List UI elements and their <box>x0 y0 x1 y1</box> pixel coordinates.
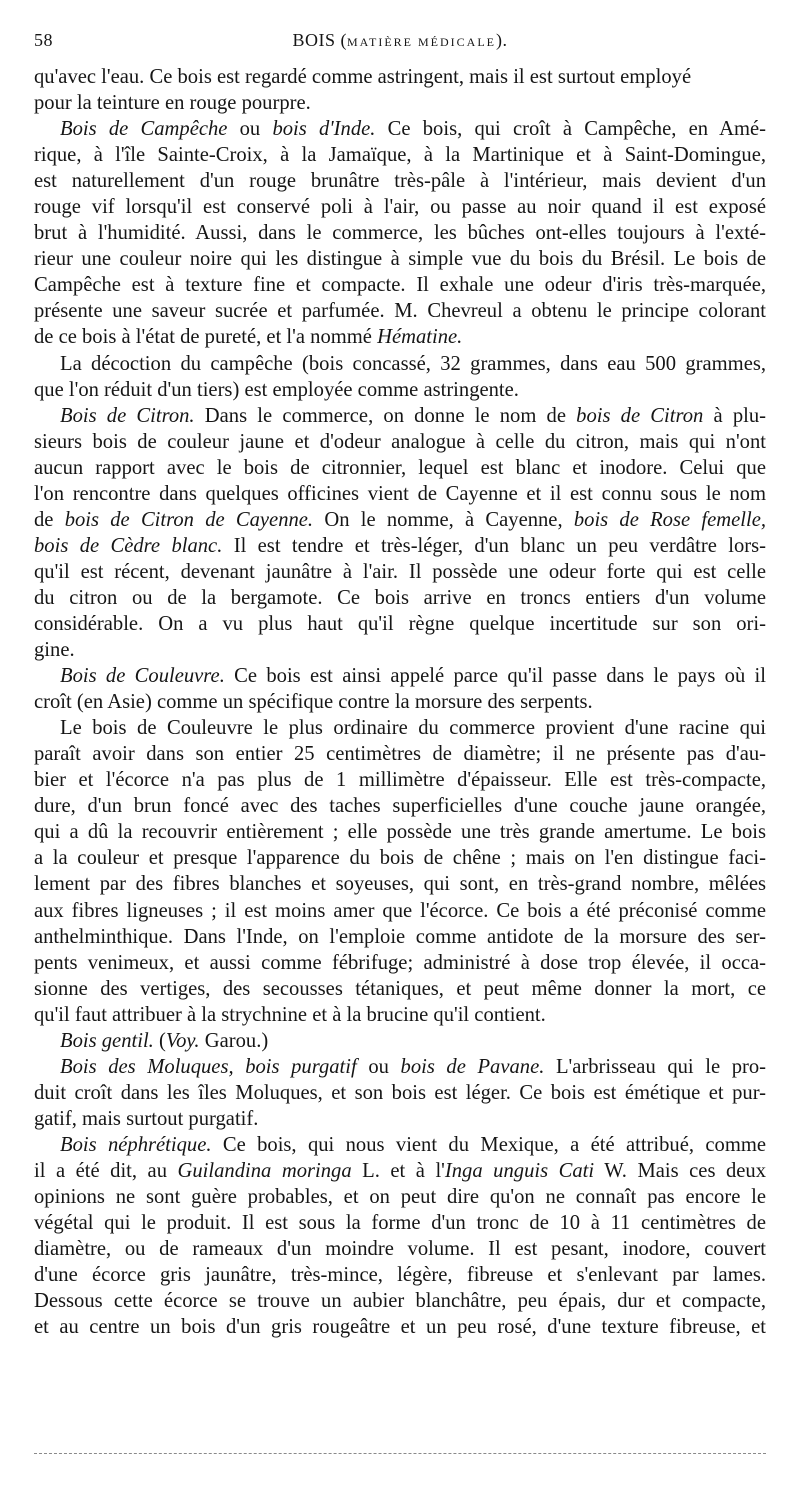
text-run: ou <box>227 118 273 141</box>
text-run: sionne des vertiges, des secousses tétaniques, et peut même donner la mort, ce <box>34 977 766 1000</box>
text-line <box>34 1288 766 1314</box>
page-number: 58 <box>34 30 53 50</box>
italic-text: Bois gentil. <box>60 1029 154 1052</box>
text-run: La décoction du campêche (bois concassé, 32 grammes, dans eau 500 grammes, <box>60 352 766 375</box>
text-run: que l'on réduit d'un tiers) est employée comme astringente. <box>34 378 519 401</box>
text-run: Ce bois, qui nous vient du Mexique, a été attribué, comme <box>211 1133 766 1156</box>
text-run: diamètre, ou de rameaux d'un moindre volume. Il est pesant, inodore, couvert <box>34 1238 766 1261</box>
page-header <box>34 30 766 56</box>
text-line <box>34 168 766 194</box>
text-run: duit croît dans les îles Moluques, et son bois est léger. Ce bois est émétique et pur- <box>34 1081 766 1104</box>
italic-text: Hématine. <box>377 326 463 349</box>
text-line <box>34 116 766 142</box>
text-run: végétal qui le produit. Il est sous la forme d'un tronc de 10 à 11 centimètres de <box>34 1212 766 1235</box>
text-line <box>34 1262 766 1288</box>
italic-text: Bois de Citron. <box>60 404 195 427</box>
text-line <box>34 220 766 246</box>
text-line <box>34 377 766 403</box>
text-line <box>34 1236 766 1262</box>
text-line <box>34 90 766 116</box>
text-line <box>34 403 766 429</box>
text-line <box>34 793 766 819</box>
text-run: pents venimeux, et aussi comme fébrifuge; administré à dose trop élevée, il occa- <box>34 951 766 974</box>
text-run: aux fibres ligneuses ; il est moins amer que l'écorce. Ce bois a été préconisé comme <box>34 899 766 922</box>
text-line <box>34 741 766 767</box>
text-line <box>34 64 766 90</box>
text-line <box>34 950 766 976</box>
text-line <box>34 324 766 350</box>
text-run: anthelminthique. Dans l'Inde, on l'emploie comme antidote de la morsure des ser- <box>34 925 766 948</box>
text-line <box>34 1054 766 1080</box>
text-run: bier et l'écorce n'a pas plus de 1 millimètre d'épaisseur. Elle est très-compacte, <box>34 769 766 792</box>
text-run: d'une écorce gris jaunâtre, très-mince, légère, fibreuse et s'enlevant par lames. <box>34 1264 766 1287</box>
text-run: W. Mais ces deux <box>594 1159 767 1182</box>
text-run: brut à l'humidité. Aussi, dans le commerce, les bûches ont-elles toujours à l'exté- <box>34 222 766 245</box>
text-run: lement par des fibres blanches et soyeuses, qui sont, en très-grand nombre, mêlées <box>34 873 766 896</box>
text-line <box>34 246 766 272</box>
text-line <box>34 1106 766 1132</box>
text-line <box>34 481 766 507</box>
text-run: qu'avec l'eau. Ce bois est regardé comme astringent, mais il est surtout employé <box>34 66 692 88</box>
text-run: opinions ne sont guère probables, et on peut dire qu'on ne connaît pas encore le <box>34 1186 766 1209</box>
text-line <box>34 767 766 793</box>
text-line <box>34 585 766 611</box>
italic-text: bois de Cèdre blanc. <box>34 534 223 557</box>
text-run: Le bois de Couleuvre le plus ordinaire du commerce provient d'une racine qui <box>60 717 766 740</box>
italic-text: Inga unguis Cati <box>444 1159 595 1182</box>
text-line <box>34 819 766 845</box>
text-line <box>34 1028 766 1054</box>
text-run: sieurs bois de couleur jaune et d'odeur analogue à celle du citron, mais qui n'ont <box>34 430 766 453</box>
text-run: Ce bois est ainsi appelé parce qu'il passe dans le pays où il <box>224 665 766 688</box>
text-line <box>34 1002 766 1028</box>
italic-text: bois d'Inde. <box>272 118 376 141</box>
text-line <box>34 1158 766 1184</box>
text-run: rieur une couleur noire qui les distingue à simple vue du bois du Brésil. Le bois de <box>34 248 766 271</box>
text-line <box>34 351 766 377</box>
text-run: pour la teinture en rouge pourpre. <box>34 92 311 115</box>
text-run: Dessous cette écorce se trouve un aubier blanchâtre, peu épais, dur et compacte, <box>34 1290 766 1313</box>
text-line <box>34 871 766 897</box>
footer-rule <box>34 1453 766 1454</box>
text-line <box>34 507 766 533</box>
text-run: il a été dit, au <box>34 1159 178 1182</box>
text-run: dure, d'un brun foncé avec des taches superficielles d'une couche jaune orangée, <box>34 795 766 818</box>
italic-text: Bois des Moluques, bois purgatif <box>60 1055 357 1078</box>
text-line <box>34 689 766 715</box>
text-run: l'on rencontre dans quelques officines vient de Cayenne et il est connu sous le nom <box>34 482 766 505</box>
text-line <box>34 1184 766 1210</box>
text-line <box>34 1080 766 1106</box>
text-line <box>34 663 766 689</box>
text-line <box>34 715 766 741</box>
text-run: aucun rapport avec le bois de citronnier, lequel est blanc et inodore. Celui que <box>34 456 766 479</box>
text-run: Il est tendre et très-léger, d'un blanc un peu verdâtre lors- <box>222 534 766 557</box>
text-run: et au centre un bois d'un gris rougeâtre et un peu rosé, d'une texture fibreuse, et <box>34 1316 766 1339</box>
text-run: considérable. On a vu plus haut qu'il règne quelque incertitude sur son ori- <box>34 612 766 635</box>
text-line <box>34 298 766 324</box>
text-run: paraît avoir dans son entier 25 centimètres de diamètre; il ne présente pas d'au- <box>34 743 766 766</box>
text-run: qu'il faut attribuer à la strychnine et à la brucine qu'il contient. <box>34 1003 546 1026</box>
text-run: du citron ou de la bergamote. Ce bois arrive en troncs entiers d'un volume <box>34 586 766 609</box>
italic-text: Guilandina moringa <box>177 1159 352 1182</box>
italic-text: Bois de Couleuvre. <box>60 665 225 688</box>
text-run: ou <box>356 1055 401 1078</box>
text-line <box>34 429 766 455</box>
text-line <box>34 272 766 298</box>
running-head-title: BOIS ( <box>292 30 347 50</box>
italic-text: Bois néphrétique. <box>60 1133 212 1156</box>
text-run: présente une saveur sucrée et parfumée. M. Chevreul a obtenu le principe colorant <box>34 300 766 323</box>
text-run: croît (en Asie) comme un spécifique contre la morsure des serpents. <box>34 691 593 714</box>
text-line <box>34 1210 766 1236</box>
text-run: rouge vif lorsqu'il est conservé poli à l'air, ou passe au noir quand il est exposé <box>34 196 766 219</box>
text-run: à plu- <box>703 404 766 427</box>
text-run: On le nomme, à Cayenne, <box>313 508 574 531</box>
text-line <box>34 559 766 585</box>
text-line <box>34 845 766 871</box>
text-run: Campêche est à texture fine et compacte. Il exhale une odeur d'iris très-marquée, <box>34 274 766 297</box>
text-line <box>34 924 766 950</box>
text-run: L'arbrisseau qui le pro- <box>544 1055 766 1078</box>
running-head-subtitle: MATIÈRE MÉDICALE <box>347 35 496 49</box>
text-line <box>34 455 766 481</box>
italic-text: Voy. <box>165 1029 200 1052</box>
text-run: gatif, mais surtout purgatif. <box>34 1107 259 1130</box>
text-run: a la couleur et presque l'apparence du bois de chêne ; mais on l'en distingue faci- <box>34 847 766 870</box>
running-head <box>34 30 766 51</box>
text-run: rique, à l'île Sainte-Croix, à la Jamaïque, à la Martinique et à Saint-Domingue, <box>34 144 766 167</box>
text-run: qui a dû la recouvrir entièrement ; elle possède une très grande amertume. Le bois <box>34 821 766 844</box>
text-line <box>34 976 766 1002</box>
text-run: Garou.) <box>199 1029 269 1052</box>
running-head-end: ). <box>496 30 508 50</box>
text-line <box>34 1132 766 1158</box>
text-line <box>34 533 766 559</box>
text-run: ( <box>153 1029 166 1052</box>
text-run: L. et à l' <box>351 1159 445 1182</box>
text-run: Ce bois, qui croît à Campêche, en Amé- <box>375 118 766 141</box>
text-run: Dans le commerce, on donne le nom de <box>194 404 577 427</box>
text-line <box>34 194 766 220</box>
text-run: gine. <box>34 639 75 662</box>
text-line <box>34 1314 766 1340</box>
text-run: est naturellement d'un rouge brunâtre très-pâle à l'intérieur, mais devient d'un <box>34 170 766 193</box>
text-run: de ce bois à l'état de pureté, et l'a nommé <box>34 326 378 349</box>
italic-text: bois de Citron <box>576 404 704 427</box>
body-text <box>34 64 766 1340</box>
text-run: de <box>34 508 65 531</box>
text-line <box>34 637 766 663</box>
italic-text: bois de Pavane. <box>400 1055 545 1078</box>
italic-text: bois de Rose femelle, <box>573 508 766 531</box>
text-line <box>34 898 766 924</box>
italic-text: Bois de Campêche <box>60 118 228 141</box>
text-run: qu'il est récent, devenant jaunâtre à l'air. Il possède une odeur forte qui est celle <box>34 560 766 583</box>
text-line <box>34 142 766 168</box>
text-line <box>34 611 766 637</box>
italic-text: bois de Citron de Cayenne. <box>64 508 314 531</box>
